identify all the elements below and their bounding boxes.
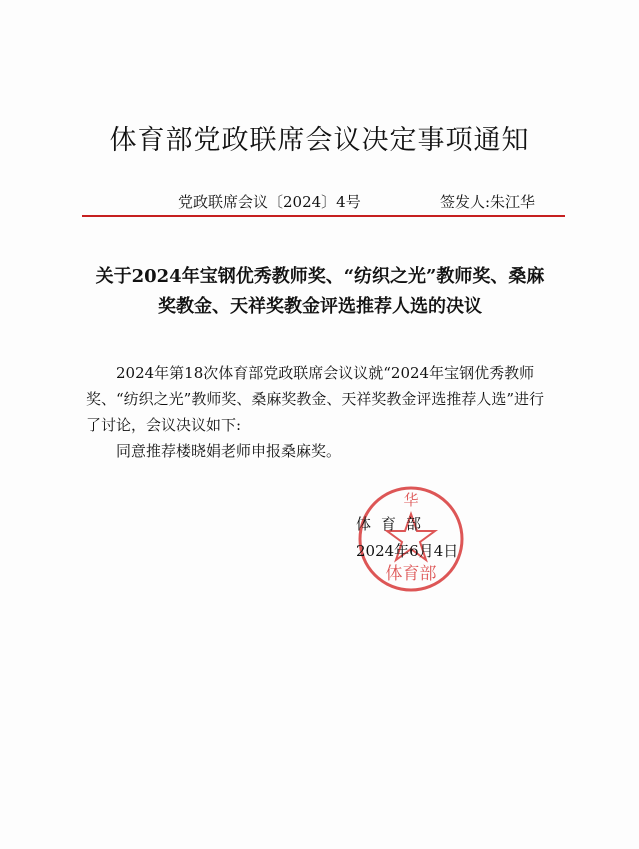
subject-heading xyxy=(60,262,580,322)
signature-date: 2024年6月4日 xyxy=(356,542,459,560)
body-paragraph-2: 同意推荐楼晓娟老师申报桑麻奖。 xyxy=(116,442,342,460)
document-number: 党政联席会议〔2024〕4号 xyxy=(178,193,361,211)
body-paragraph-1: 2024年第18次体育部党政联席会议议就“2024年宝钢优秀教师奖、“纺织之光”教师奖、桑麻奖教金、天祥奖教金评选推荐人选”进行了讨论，会议决议如下: xyxy=(86,364,545,434)
document-title: 体育部党政联席会议决定事项通知 xyxy=(109,125,530,156)
subject-line-1: 关于2024年宝钢优秀教师奖、“纺织之光”教师奖、桑麻 xyxy=(95,266,545,287)
document-body xyxy=(86,360,556,464)
header-divider xyxy=(82,215,565,217)
issuer-line: 签发人:朱江华 xyxy=(440,193,536,211)
subject-line-2: 奖教金、天祥奖教金评选推荐人选的决议 xyxy=(158,296,482,317)
signature-department: 体育部 xyxy=(356,515,432,533)
signature-block xyxy=(356,513,458,561)
seal-text-top: 华 xyxy=(403,491,419,509)
seal-text-bottom: 体育部 xyxy=(385,564,437,584)
